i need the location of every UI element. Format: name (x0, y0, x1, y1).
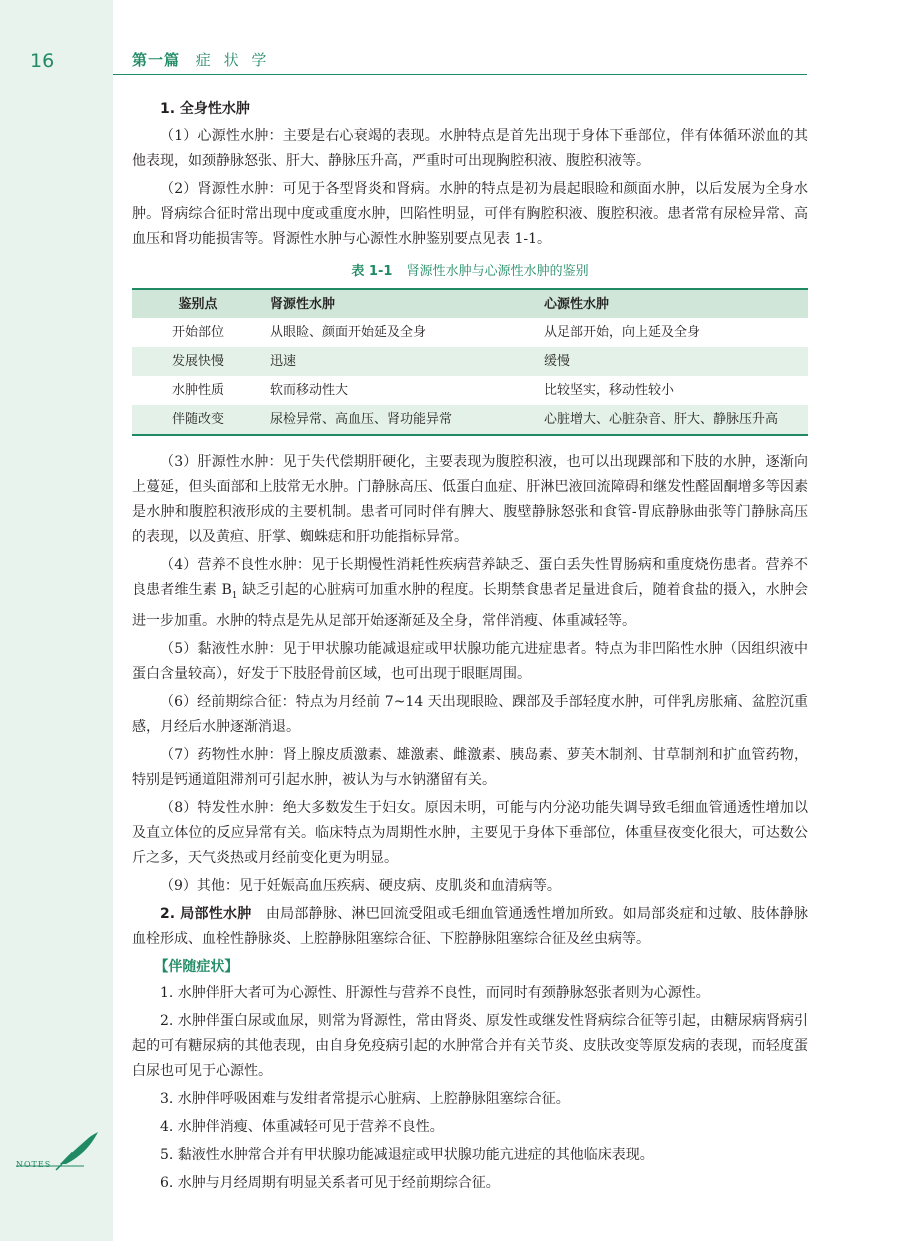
table-header-cell: 鉴别点 (132, 289, 264, 318)
nutritional-text-part1: （4）营养不良性水肿：见于长期慢性消耗性疾病营养缺乏、蛋白丢失性胃肠病和重度烧伤患者。营养不良患者维生素 B (132, 557, 808, 598)
table-cell: 从足部开始，向上延及全身 (544, 325, 701, 340)
nutritional-text-part2: 缺乏引起的心脏病可加重水肿的程度。长期禁食患者足量进食后，随着食盐的摄入，水肿会进一步加重。水肿的特点是先从足部开始逐渐延及全身，常伴消瘦、体重减轻等。 (132, 582, 808, 629)
table-cell: 软而移动性大 (270, 383, 349, 398)
list-item: 5. 黏液性水肿常合并有甲状腺功能减退症或甲状腺功能亢进症的其他临床表现。 (160, 1146, 654, 1163)
paragraph-renal-edema: （2）肾源性水肿：可见于各型肾炎和肾病。水肿的特点是初为晨起眼睑和颜面水肿，以后发展为全身水肿。肾病综合征时常出现中度或重度水肿，凹陷性明显，可伴有胸腔积液、腹腔积液。患者常有尿检异常、高血压和肾功能损害等。肾源性水肿与心源性水肿鉴别要点见表 1-1。 (132, 181, 808, 247)
paragraph-cardiac-edema: （1）心源性水肿：主要是右心衰竭的表现。水肿特点是首先出现于身体下垂部位，伴有体循环淤血的其他表现，如颈静脉怒张、肝大、静脉压升高，严重时可出现胸腔积液、腹腔积液等。 (132, 128, 808, 169)
paragraph-myxedema: （5）黏液性水肿：见于甲状腺功能减退症或甲状腺功能亢进症患者。特点为非凹陷性水肿（因组织液中蛋白含量较高），好发于下肢胫骨前区域，也可出现于眼眶周围。 (132, 640, 808, 682)
paragraph-idiopathic-edema: （8）特发性水肿：绝大多数发生于妇女。原因未明，可能与内分泌功能失调导致毛细血管通透性增加以及直立体位的反应异常有关。临床特点为周期性水肿，主要见于身体下垂部位，体重昼夜变化很大，可达数公斤之多，天气炎热或月经前变化更为明显。 (132, 799, 808, 866)
chapter-label: 症 状 学 (195, 51, 271, 69)
table-header-cell: 肾源性水肿 (264, 289, 538, 318)
part-label: 第一篇 (132, 51, 181, 69)
page-content (132, 96, 808, 1199)
paragraph-drug-edema: （7）药物性水肿：肾上腺皮质激素、雄激素、雌激素、胰岛素、萝芙木制剂、甘草制剂和扩血管药物，特别是钙通道阻滞剂可引起水肿，被认为与水钠潴留有关。 (132, 746, 808, 788)
comparison-table (132, 288, 808, 436)
table-cell: 从眼睑、颜面开始延及全身 (270, 325, 427, 340)
list-item: 4. 水肿伴消瘦、体重减轻可见于营养不良性。 (160, 1118, 444, 1135)
table-caption (132, 262, 808, 282)
table-header-row (132, 289, 808, 318)
table-cell: 迅速 (264, 347, 538, 376)
table-number: 表 1-1 (351, 264, 393, 279)
table-cell: 心脏增大、心脏杂音、肝大、静脉压升高 (538, 405, 808, 435)
table-row (132, 376, 808, 405)
list-item: 6. 水肿与月经周期有明显关系者可见于经前期综合征。 (160, 1174, 500, 1191)
table-title: 肾源性水肿与心源性水肿的鉴别 (406, 264, 589, 279)
table-row (132, 405, 808, 435)
paragraph-other: （9）其他：见于妊娠高血压疾病、硬皮病、皮肌炎和血清病等。 (160, 877, 561, 894)
section-heading-accompanying-symptoms: 【伴随症状】 (154, 958, 239, 975)
vitamin-subscript: 1 (231, 590, 238, 601)
list-item: 2. 水肿伴蛋白尿或血尿，则常为肾源性，常由肾炎、原发性或继发性肾病综合征等引起，由糖尿病肾病引起的可有糖尿病的其他表现，由自身免疫病引起的水肿常合并有关节炎、皮肤改变等原发病的表现，而轻度蛋白尿也可见于心源性。 (132, 1012, 808, 1079)
paragraph-premenstrual: （6）经前期综合征：特点为月经前 7~14 天出现眼睑、踝部及手部轻度水肿，可伴乳房胀痛、盆腔沉重感，月经后水肿逐渐消退。 (132, 693, 808, 735)
table-cell: 伴随改变 (132, 405, 264, 435)
list-item: 1. 水肿伴肝大者可为心源性、肝源性与营养不良性，而同时有颈静脉怒张者则为心源性。 (160, 984, 710, 1001)
header-rule (113, 74, 807, 75)
section-heading-systemic-edema: 1. 全身性水肿 (160, 101, 250, 117)
section-heading-local-edema: 2. 局部性水肿 (160, 905, 252, 922)
table-cell: 尿检异常、高血压、肾功能异常 (264, 405, 538, 435)
table-cell: 缓慢 (538, 347, 808, 376)
running-head (132, 49, 270, 70)
table-header-cell: 心源性水肿 (538, 289, 808, 318)
list-item: 3. 水肿伴呼吸困难与发绀者常提示心脏病、上腔静脉阻塞综合征。 (160, 1090, 570, 1107)
table-cell: 水肿性质 (171, 383, 224, 398)
paragraph-local-edema (132, 902, 808, 952)
table-row (132, 318, 808, 347)
margin-strip (0, 0, 113, 1241)
paragraph-nutritional-edema (132, 553, 808, 634)
local-edema-text: 由局部静脉、淋巴回流受阻或毛细血管通透性增加所致。如局部炎症和过敏、肢体静脉血栓形成、血栓性静脉炎、上腔静脉阻塞综合征、下腔静脉阻塞综合征及丝虫病等。 (132, 905, 808, 947)
table-cell: 比较坚实，移动性较小 (544, 383, 675, 398)
table-cell: 发展快慢 (132, 347, 264, 376)
paragraph-hepatic-edema: （3）肝源性水肿：见于失代偿期肝硬化，主要表现为腹腔积液，也可以出现踝部和下肢的水肿，逐渐向上蔓延，但头面部和上肢常无水肿。门静脉高压、低蛋白血症、肝淋巴液回流障碍和继发性醛固酮增多等因素是水肿和腹腔积液形成的主要机制。患者可同时伴有脾大、腹壁静脉怒张和食管-胃底静脉曲张等门静脉高压的表现，以及黄疸、肝掌、蜘蛛痣和肝功能指标异常。 (132, 454, 808, 545)
table-row (132, 347, 808, 376)
table-cell: 开始部位 (171, 325, 224, 340)
page-number: 16 (30, 50, 55, 72)
notes-label: NOTES (16, 1160, 52, 1169)
